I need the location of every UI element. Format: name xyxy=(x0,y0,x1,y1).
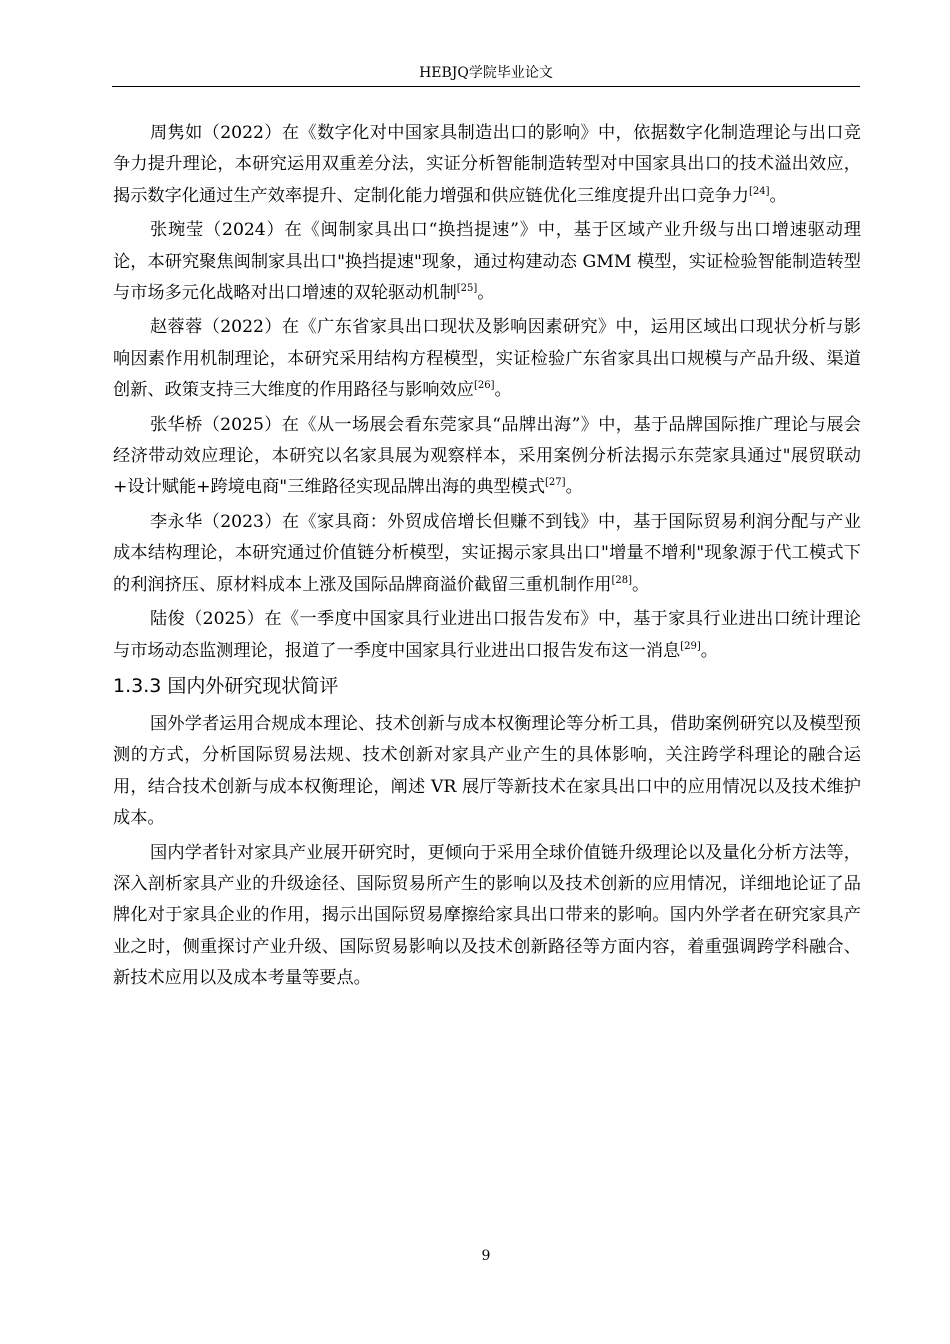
literature-paragraph-3 xyxy=(113,312,861,406)
literature-paragraph-2 xyxy=(113,215,861,309)
paragraph-end: 。 xyxy=(494,380,512,401)
paragraph-text: 李永华（2023）在《家具商：外贸成倍增长但赚不到钱》中，基于国际贸易利润分配与产业成本结构理论，本研究通过价值链分析模型，实证揭示家具出口"增量不增利"现象源于代工模式下的利润挤压、原材料成本上涨及国际品牌商溢价截留三重机制作用 xyxy=(113,511,861,595)
header-divider xyxy=(112,86,860,87)
paragraph-text: 张华桥（2025）在《从一场展会看东莞家具“品牌出海”》中，基于品牌国际推广理论与展会经济带动效应理论，本研究以名家具展为观察样本，采用案例分析法揭示东莞家具通过"展贸联动+设计赋能+跨境电商"三维路径实现品牌出海的典型模式 xyxy=(113,414,861,498)
paragraph-text: 赵蓉蓉（2022）在《广东省家具出口现状及影响因素研究》中，运用区域出口现状分析与影响因素作用机制理论，本研究采用结构方程模型，实证检验广东省家具出口规模与产品升级、渠道创新、政策支持三大维度的作用路径与影响效应 xyxy=(113,317,861,401)
review-paragraph-domestic: 国内学者针对家具产业展开研究时，更倾向于采用全球价值链升级理论以及量化分析方法等，深入剖析家具产业的升级途径、国际贸易所产生的影响以及技术创新的应用情况，详细地论证了品牌化对于家具企业的作用，揭示出国际贸易摩擦给家具出口带来的影响。国内外学者在研究家具产业之时，侧重探讨产业升级、国际贸易影响以及技术创新路径等方面内容，着重强调跨学科融合、新技术应用以及成本考量等要点。 xyxy=(113,842,861,989)
review-paragraph-foreign: 国外学者运用合规成本理论、技术创新与成本权衡理论等分析工具，借助案例研究以及模型预测的方式，分析国际贸易法规、技术创新对家具产业产生的具体影响，关注跨学科理论的融合运用，结合技术创新与成本权衡理论，阐述 VR 展厅等新技术在家具出口中的应用情况以及技术维护成本。 xyxy=(113,713,861,829)
document-body xyxy=(113,118,861,995)
citation-ref: [27] xyxy=(545,477,566,489)
paragraph-end: 。 xyxy=(631,574,650,595)
citation-ref: [29] xyxy=(680,640,701,652)
paragraph-text: 周隽如（2022）在《数字化对中国家具制造出口的影响》中，依据数字化制造理论与出口竞争力提升理论，本研究运用双重差分法，实证分析智能制造转型对中国家具出口的技术溢出效应，揭示数字化通过生产效率提升、定制化能力增强和供应链优化三维度提升出口竞争力 xyxy=(113,123,861,206)
citation-ref: [24] xyxy=(748,185,770,197)
paragraph-text: 陆俊（2025）在《一季度中国家具行业进出口报告发布》中，基于家具行业进出口统计理论与市场动态监测理论，报道了一季度中国家具行业进出口报告发布这一消息 xyxy=(113,609,861,661)
page-number: 9 xyxy=(481,1248,491,1264)
citation-ref: [28] xyxy=(611,574,632,586)
paragraph-end: 。 xyxy=(565,477,583,498)
citation-ref: [25] xyxy=(456,283,478,295)
literature-paragraph-4 xyxy=(113,410,861,504)
page-header: HEBJQ学院毕业论文 xyxy=(419,65,553,81)
paragraph-end: 。 xyxy=(477,283,495,304)
paragraph-end: 。 xyxy=(769,185,787,206)
paragraph-text: 张琬莹（2024）在《闽制家具出口“换挡提速”》中，基于区域产业升级与出口增速驱动理论，本研究聚焦闽制家具出口"换挡提速"现象，通过构建动态 GMM 模型，实证检验智能制造转型与市场多元化战略对出口增速的双轮驱动机制 xyxy=(113,220,861,304)
paragraph-end: 。 xyxy=(700,640,718,661)
section-heading: 1.3.3 国内外研究现状简评 xyxy=(113,674,339,697)
literature-paragraph-6 xyxy=(113,604,861,667)
literature-paragraph-5 xyxy=(113,507,861,601)
literature-paragraph-1 xyxy=(113,118,861,212)
citation-ref: [26] xyxy=(473,380,495,392)
